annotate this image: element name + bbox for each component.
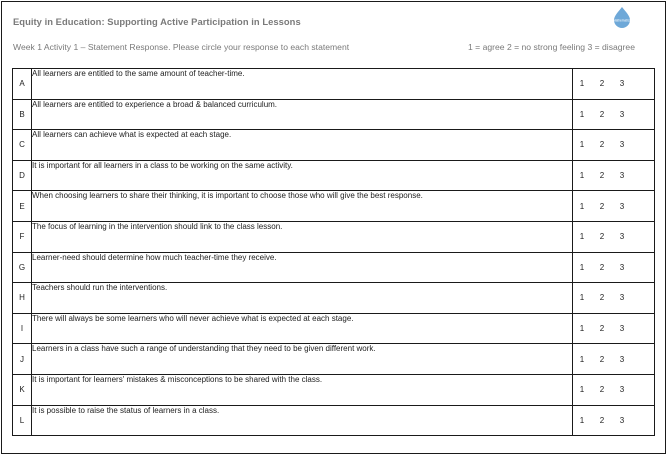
statement-row — [13, 252, 655, 283]
statement-letter: D — [13, 160, 32, 191]
statement-text: Learners in a class have such a range of understanding that they need to be given different work. — [32, 344, 573, 375]
response-option-2[interactable]: 2 — [599, 324, 605, 334]
statement-row — [13, 130, 655, 161]
response-option-3[interactable]: 3 — [619, 79, 625, 89]
response-options — [573, 313, 655, 344]
response-option-2[interactable]: 2 — [599, 262, 605, 272]
response-option-1[interactable]: 1 — [579, 415, 585, 425]
logo-drop-shape — [614, 7, 630, 28]
page-title: Equity in Education: Supporting Active Participation in Lessons — [13, 16, 301, 27]
statement-text: It is important for all learners in a class to be working on the same activity. — [32, 160, 573, 191]
statement-letter: J — [13, 344, 32, 375]
response-options — [573, 344, 655, 375]
response-options — [573, 221, 655, 252]
response-option-1[interactable]: 1 — [579, 232, 585, 242]
statement-text: All learners are entitled to the same amount of teacher-time. — [32, 69, 573, 100]
response-options — [573, 405, 655, 436]
statement-row — [13, 313, 655, 344]
statement-letter: I — [13, 313, 32, 344]
response-options — [573, 191, 655, 222]
logo-icon — [611, 6, 633, 28]
response-option-3[interactable]: 3 — [619, 109, 625, 119]
response-option-3[interactable]: 3 — [619, 324, 625, 334]
response-option-2[interactable]: 2 — [599, 354, 605, 364]
response-option-1[interactable]: 1 — [579, 354, 585, 364]
response-option-2[interactable]: 2 — [599, 293, 605, 303]
worksheet-page — [1, 1, 666, 454]
statements-table — [12, 68, 655, 436]
statement-text: All learners can achieve what is expected at each stage. — [32, 130, 573, 161]
statement-letter: G — [13, 252, 32, 283]
response-options — [573, 99, 655, 130]
statement-letter: B — [13, 99, 32, 130]
response-option-3[interactable]: 3 — [619, 140, 625, 150]
statement-row — [13, 405, 655, 436]
response-options — [573, 130, 655, 161]
response-options — [573, 160, 655, 191]
statement-letter: A — [13, 69, 32, 100]
statement-letter: F — [13, 221, 32, 252]
response-option-1[interactable]: 1 — [579, 171, 585, 181]
response-option-2[interactable]: 2 — [599, 79, 605, 89]
statement-text: Teachers should run the interventions. — [32, 283, 573, 314]
statement-letter: L — [13, 405, 32, 436]
statement-row — [13, 99, 655, 130]
statement-letter: K — [13, 374, 32, 405]
response-option-2[interactable]: 2 — [599, 385, 605, 395]
response-options — [573, 252, 655, 283]
response-option-2[interactable]: 2 — [599, 171, 605, 181]
response-option-2[interactable]: 2 — [599, 109, 605, 119]
statement-text: There will always be some learners who will never achieve what is expected at each stage. — [32, 313, 573, 344]
response-option-3[interactable]: 3 — [619, 415, 625, 425]
response-option-1[interactable]: 1 — [579, 140, 585, 150]
statement-letter: C — [13, 130, 32, 161]
response-option-3[interactable]: 3 — [619, 232, 625, 242]
response-option-3[interactable]: 3 — [619, 385, 625, 395]
logo-text: Mathematics — [612, 18, 632, 23]
response-option-2[interactable]: 2 — [599, 140, 605, 150]
response-option-1[interactable]: 1 — [579, 79, 585, 89]
response-option-3[interactable]: 3 — [619, 171, 625, 181]
response-option-3[interactable]: 3 — [619, 201, 625, 211]
statement-letter: H — [13, 283, 32, 314]
response-option-3[interactable]: 3 — [619, 262, 625, 272]
response-option-1[interactable]: 1 — [579, 262, 585, 272]
response-option-1[interactable]: 1 — [579, 201, 585, 211]
response-option-2[interactable]: 2 — [599, 201, 605, 211]
response-options — [573, 374, 655, 405]
statement-letter: E — [13, 191, 32, 222]
response-option-2[interactable]: 2 — [599, 232, 605, 242]
statement-row — [13, 344, 655, 375]
response-options — [573, 69, 655, 100]
response-option-2[interactable]: 2 — [599, 415, 605, 425]
instructions-text: Week 1 Activity 1 – Statement Response. Please circle your response to each statement — [13, 42, 350, 52]
statement-text: It is possible to raise the status of learners in a class. — [32, 405, 573, 436]
statement-row — [13, 160, 655, 191]
response-option-3[interactable]: 3 — [619, 354, 625, 364]
response-option-1[interactable]: 1 — [579, 293, 585, 303]
statement-text: All learners are entitled to experience a broad & balanced curriculum. — [32, 99, 573, 130]
statement-row — [13, 69, 655, 100]
statement-text: Learner-need should determine how much teacher-time they receive. — [32, 252, 573, 283]
response-options — [573, 283, 655, 314]
statement-text: When choosing learners to share their thinking, it is important to choose those who will give the best response. — [32, 191, 573, 222]
statement-text: It is important for learners' mistakes & misconceptions to be shared with the class. — [32, 374, 573, 405]
response-option-1[interactable]: 1 — [579, 324, 585, 334]
statement-row — [13, 191, 655, 222]
statement-row — [13, 374, 655, 405]
statement-row — [13, 283, 655, 314]
response-option-1[interactable]: 1 — [579, 109, 585, 119]
statement-row — [13, 221, 655, 252]
statement-text: The focus of learning in the intervention should link to the class lesson. — [32, 221, 573, 252]
response-legend: 1 = agree 2 = no strong feeling 3 = disagree — [468, 42, 635, 52]
response-option-3[interactable]: 3 — [619, 293, 625, 303]
response-option-1[interactable]: 1 — [579, 385, 585, 395]
